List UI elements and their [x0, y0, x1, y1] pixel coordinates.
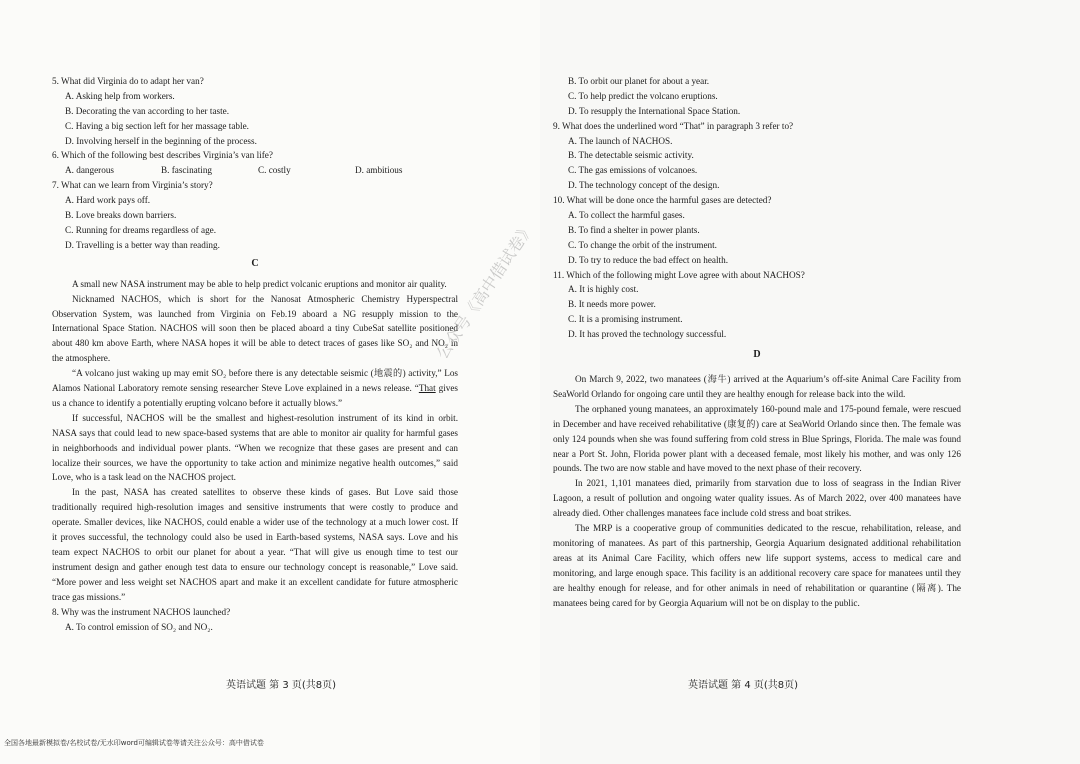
underlined-word-that: That: [418, 383, 436, 394]
q11-option-b: B. It needs more power.: [568, 299, 656, 310]
q9-option-c: C. The gas emissions of volcanoes.: [568, 165, 698, 176]
passage-c-paragraph-3: [52, 366, 458, 411]
page-footer-4: 英语试题 第 4 页(共8页): [688, 680, 799, 691]
question-11: 11. Which of the following might Love agree with about NACHOS?: [553, 269, 805, 280]
q7-option-a: A. Hard work pays off.: [65, 195, 151, 206]
passage-c-paragraph-2: Nicknamed NACHOS, which is short for the Nanosat Atmospheric Chemistry Hyperspectral Observation System, was launched from Virginia on Feb.19 aboard a NG resupply mission to the International Space Station. NACHOS will soon then be placed aboard a tiny CubeSat satellite positioned about 480 km above Earth, where NASA hopes it will be able to detect traces of gases like SO₂ and NO₂ in the atmosphere.: [52, 293, 458, 364]
q9-option-a: A. The launch of NACHOS.: [568, 135, 673, 146]
passage-c-paragraph-5: In the past, NASA has created satellites to observe these kinds of gases. But Love said those traditionally required high-resolution images and sensitive instruments that were costly to produce and operate. Smaller devices, like NACHOS, could enable a wider use of the technology at a much lower cost. If it proves successful, the technology could also be used in Earth-based systems, NASA says. Love and his team expect NACHOS to orbit our planet for about a year. “That will give us enough time to test our instrument design and gather enough test data to ensure our technology concept is reasonable,” Love said. “More power and less weight set NACHOS apart and make it an excellent candidate for future atmospheric trace gas missions.”: [52, 487, 458, 602]
passage-c-paragraph-4: If successful, NACHOS will be the smallest and highest-resolution instrument of its kind in orbit. NASA says that could lead to new space-based systems that are able to monitor air quality for harmful gases in neighborhoods and individual power plants. “When we recognize that these gases are present and can localize their sources, we have the opportunity to take action and minimize negative health outcomes,” said Love, who is a task lead on the NACHOS project.: [52, 412, 458, 483]
q5-option-c: C. Having a big section left for her massage table.: [65, 120, 249, 131]
passage-d-paragraph-1: On March 9, 2022, two manatees (海牛) arrived at the Aquarium’s off-site Animal Care Facility from SeaWorld Orlando for ongoing care until they are healthy enough for release back into the wild.: [553, 374, 961, 399]
q11-option-c: C. It is a promising instrument.: [568, 314, 683, 325]
q6-options: [52, 163, 458, 178]
q6-option-d: D. ambitious: [355, 165, 403, 176]
watermark-text: 公众号《高中借试卷》: [432, 219, 538, 363]
question-6: 6. Which of the following best describes Virginia’s van life?: [52, 150, 273, 161]
q10-option-a: A. To collect the harmful gases.: [568, 210, 685, 221]
q7-option-b: B. Love breaks down barriers.: [65, 210, 177, 221]
question-8: 8. Why was the instrument NACHOS launched?: [52, 606, 231, 617]
passage-d-paragraph-2: The orphaned young manatees, an approximately 160-pound male and 175-pound female, were rescued in December and have received rehabilitative (康复的) care at SeaWorld Orlando since then. The female was only 124 pounds when she was found suffering from cold stress in Blue Springs, Florida. The male was found near a Port St. John, Florida power plant with a deceased female, most likely his mother, and was only 126 pounds. The two are now stable and have moved to the next phase of their recovery.: [553, 403, 961, 474]
q7-option-d: D. Travelling is a better way than reading.: [65, 239, 220, 250]
q7-option-c: C. Running for dreams regardless of age.: [65, 224, 217, 235]
q6-option-a: A. dangerous: [65, 165, 114, 176]
q8-option-c: C. To help predict the volcano eruptions.: [568, 90, 718, 101]
passage-c-paragraph-3-end: gives us a chance to identify a potentially erupting volcano before it actually blows.”: [52, 383, 458, 408]
q5-option-d: D. Involving herself in the beginning of the process.: [65, 135, 257, 146]
question-7: 7. What can we learn from Virginia’s story?: [52, 180, 213, 191]
question-5: 5. What did Virginia do to adapt her van?: [52, 76, 204, 86]
passage-d-paragraph-3: In 2021, 1,101 manatees died, primarily from starvation due to loss of seagrass in the Indian River Lagoon, a result of pollution and ongoing water quality issues. As of March 2022, over 400 manatees have already died. Other challenges manatees face include cold stress and boat strikes.: [553, 478, 961, 519]
section-d-title: D: [753, 349, 761, 361]
passage-d-paragraph-4: The MRP is a cooperative group of communities dedicated to the rescue, rehabilitation, release, and monitoring of manatees. As part of this partnership, Georgia Aquarium designated additional rehabilitation areas at its Animal Care Facility, which offers new life support systems, access to medical care and monitoring, and large enough space. This facility is an additional recovery care space for manatees until they are healthy enough for release, and for other animals in need of rehabilitation or quarantine (隔离). The manatees being cared for by Georgia Aquarium will not be on display to the public.: [553, 523, 961, 608]
q8-option-b: B. To orbit our planet for about a year.: [568, 76, 710, 86]
q5-option-a: A. Asking help from workers.: [65, 90, 175, 101]
q8-option-d: D. To resupply the International Space Station.: [568, 105, 741, 116]
q11-option-d: D. It has proved the technology successful.: [568, 329, 727, 340]
q11-option-a: A. It is highly cost.: [568, 284, 639, 295]
passage-c-paragraph-1: A small new NASA instrument may be able to help predict volcanic eruptions and monitor air quality.: [72, 278, 447, 289]
page-footer-3: 英语试题 第 3 页(共8页): [226, 680, 337, 691]
q10-option-c: C. To change the orbit of the instrument.: [568, 239, 717, 250]
q6-option-c: C. costly: [258, 165, 291, 176]
question-9: 9. What does the underlined word “That” in paragraph 3 refer to?: [553, 120, 794, 131]
passage-c-paragraph-3-start: “A volcano just waking up may emit SO₂ before there is any detectable seismic (地震的) activity,” Los Alamos National Laboratory remote sensing researcher Steve Love explained in a news release. “: [52, 368, 458, 394]
question-10: 10. What will be done once the harmful gases are detected?: [553, 195, 772, 206]
left-column: [52, 74, 458, 634]
q10-option-d: D. To try to reduce the bad effect on health.: [568, 254, 728, 265]
q6-option-b: B. fascinating: [161, 165, 213, 176]
q9-option-d: D. The technology concept of the design.: [568, 180, 720, 191]
bottom-promo-note: 全国各地最新模拟卷/名校试卷/无水印word可编辑试卷等请关注公众号：高中借试卷: [4, 739, 264, 747]
q5-option-b: B. Decorating the van according to her taste.: [65, 105, 230, 116]
q8-option-a: A. To control emission of SO₂ and NO₂.: [65, 621, 213, 632]
right-column: [553, 74, 961, 611]
q9-option-b: B. The detectable seismic activity.: [568, 150, 694, 161]
section-c-title: C: [251, 257, 259, 269]
q10-option-b: B. To find a shelter in power plants.: [568, 224, 700, 235]
